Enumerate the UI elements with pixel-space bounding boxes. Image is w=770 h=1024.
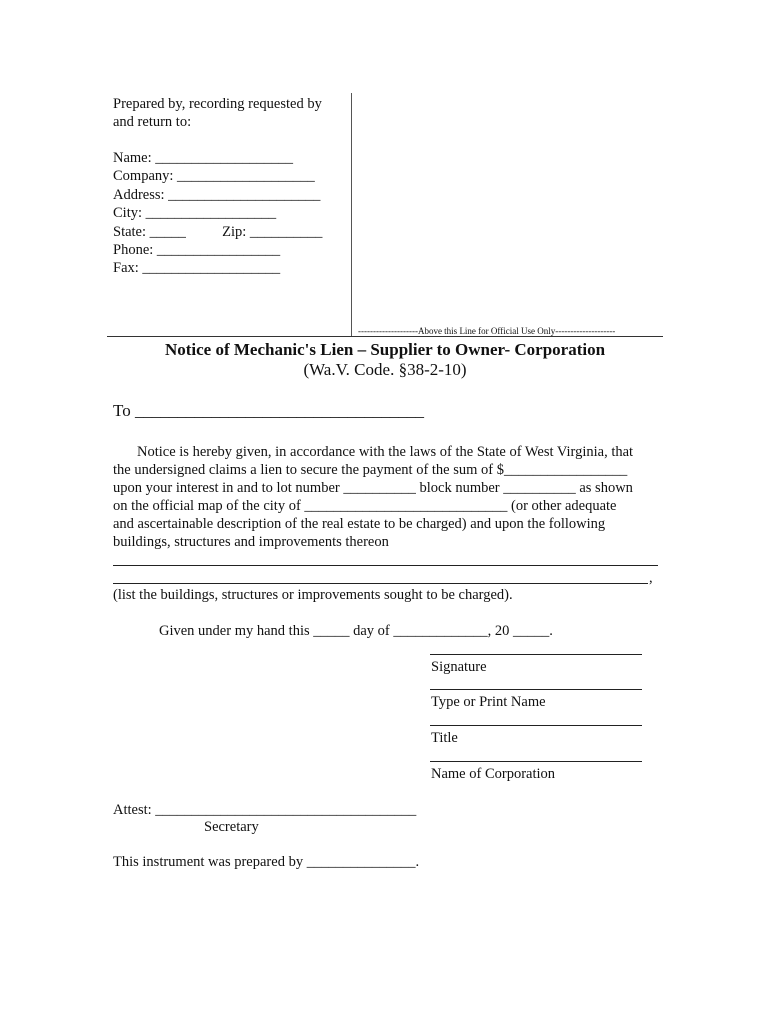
name-field[interactable]: Name: ___________________ xyxy=(113,150,294,166)
title-line[interactable] xyxy=(430,725,642,726)
official-use-notice: --------------------Above this Line for Official Use Only-------------------- xyxy=(358,326,616,336)
buildings-list-note: (list the buildings, structures or improvements sought to be charged). xyxy=(113,587,513,603)
prepared-by-line2: and return to: xyxy=(113,114,192,130)
notice-line-2: the undersigned claims a lien to secure the payment of the sum of $_________________ xyxy=(113,462,628,478)
prepared-by-line1: Prepared by, recording requested by xyxy=(113,96,322,112)
signature-line[interactable] xyxy=(430,654,642,655)
buildings-comma: , xyxy=(649,570,653,586)
secretary-label: Secretary xyxy=(204,819,259,835)
buildings-blank-line-1[interactable] xyxy=(113,565,658,566)
attest-field[interactable]: Attest: ____________________________________ xyxy=(113,802,417,818)
statute-reference: (Wa.V. Code. §38-2-10) xyxy=(303,360,467,379)
prepared-by-footer[interactable]: This instrument was prepared by _______________. xyxy=(113,854,420,870)
notice-line-5: and ascertainable description of the real estate to be charged) and upon the following xyxy=(113,516,606,532)
notice-line-3: upon your interest in and to lot number __________ block number __________ as shown xyxy=(113,480,633,496)
print-name-label: Type or Print Name xyxy=(431,694,546,710)
signature-label: Signature xyxy=(431,659,487,675)
company-field[interactable]: Company: ___________________ xyxy=(113,168,315,184)
notice-line-4: on the official map of the city of ____________________________ (or other adequate xyxy=(113,498,617,514)
fax-field[interactable]: Fax: ___________________ xyxy=(113,260,281,276)
city-field[interactable]: City: __________________ xyxy=(113,205,277,221)
given-under-hand-line[interactable]: Given under my hand this _____ day of _____________, 20 _____. xyxy=(159,623,553,639)
address-field[interactable]: Address: _____________________ xyxy=(113,187,321,203)
corporation-name-label: Name of Corporation xyxy=(431,766,556,782)
notice-line-6: buildings, structures and improvements thereon xyxy=(113,534,389,550)
document-title: Notice of Mechanic's Lien – Supplier to Owner- Corporation xyxy=(164,340,606,359)
buildings-blank-line-2[interactable] xyxy=(113,583,648,584)
corporation-name-line[interactable] xyxy=(430,761,642,762)
print-name-line[interactable] xyxy=(430,689,642,690)
notice-line-1: Notice is hereby given, in accordance with the laws of the State of West Virginia, that xyxy=(137,444,634,460)
title-label: Title xyxy=(431,730,458,746)
state-zip-field[interactable]: State: _____ Zip: __________ xyxy=(113,224,323,240)
header-vertical-divider xyxy=(351,93,352,336)
to-recipient-field[interactable]: To __________________________________ xyxy=(113,401,424,420)
header-horizontal-divider xyxy=(107,336,663,337)
phone-field[interactable]: Phone: _________________ xyxy=(113,242,281,258)
